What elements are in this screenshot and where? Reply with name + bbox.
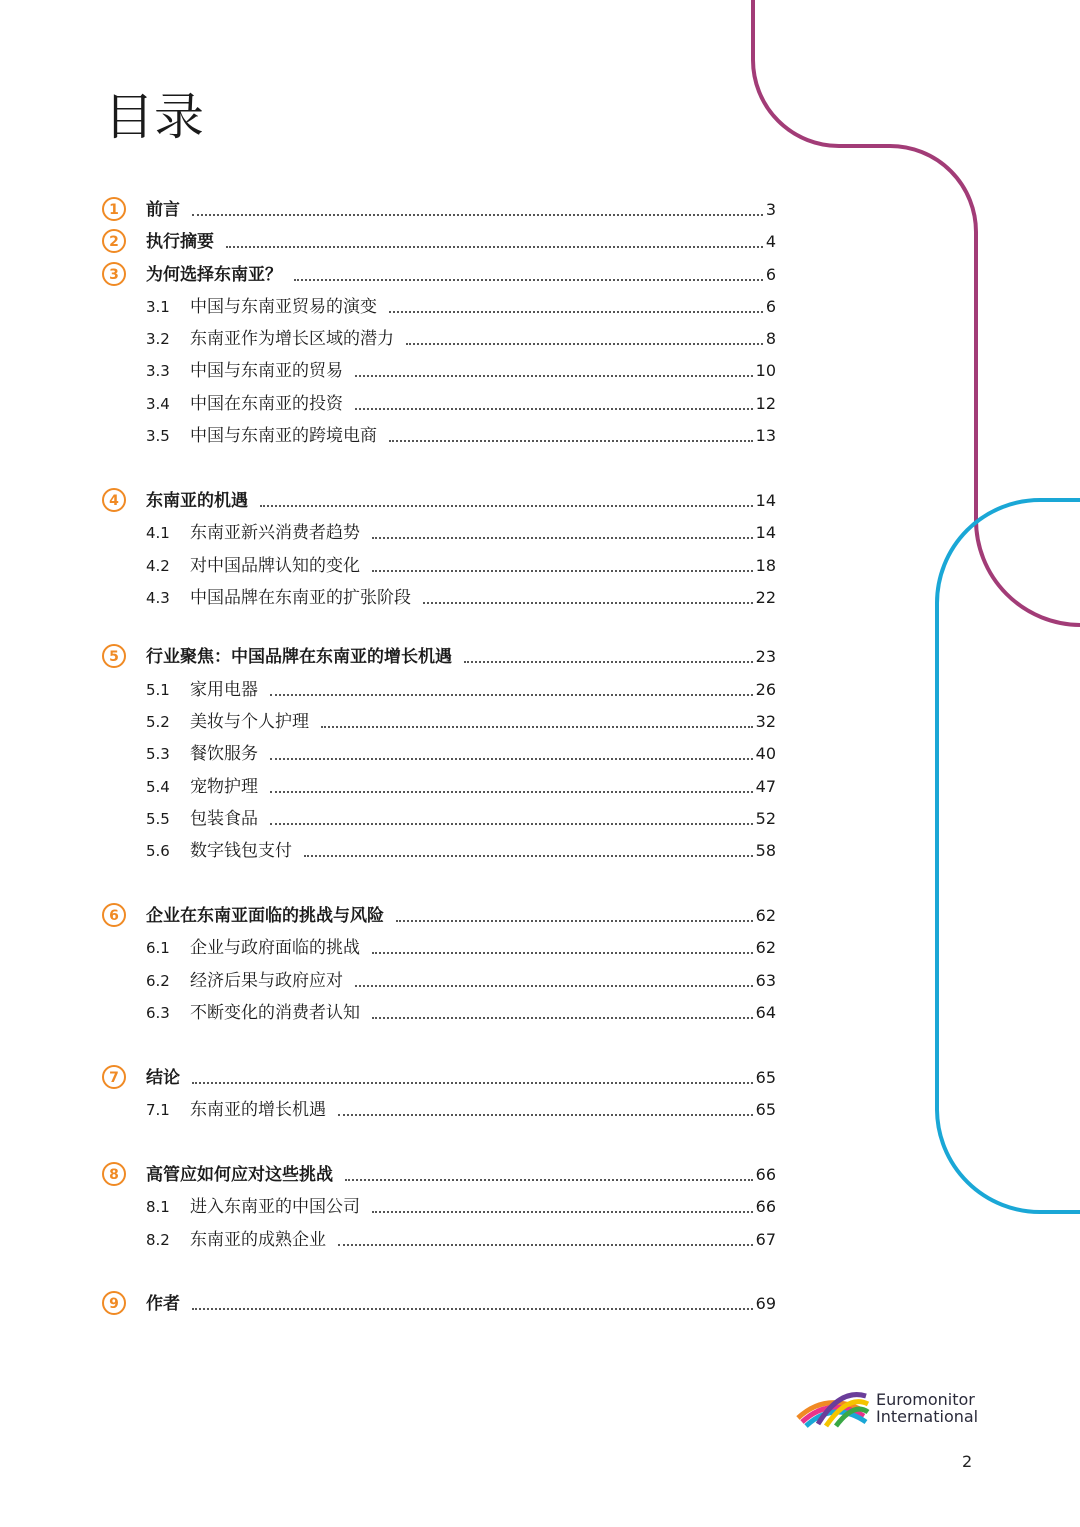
- dot-leader: [355, 375, 753, 377]
- logo-line-2: International: [876, 1407, 979, 1426]
- toc-subsection[interactable]: [146, 839, 776, 863]
- toc-label: 作者: [146, 1294, 180, 1314]
- toc-page-number: 69: [755, 1294, 776, 1313]
- toc-label: 行业聚焦：中国品牌在东南亚的增长机遇: [146, 647, 452, 667]
- toc-label: 不断变化的消费者认知: [190, 1003, 360, 1023]
- toc-page-number: 58: [755, 841, 776, 860]
- toc-section[interactable]: [109, 489, 776, 513]
- toc-page-number: 47: [755, 777, 776, 796]
- dot-leader: [345, 1179, 753, 1181]
- toc-page-number: 10: [755, 361, 776, 380]
- subsection-number: 5.2: [146, 713, 170, 731]
- subsection-number: 3.2: [146, 330, 170, 348]
- toc-subsection[interactable]: [146, 392, 776, 416]
- toc-page-number: 32: [755, 712, 776, 731]
- dot-leader: [355, 985, 753, 987]
- dot-leader: [192, 1308, 753, 1310]
- toc-label: 中国在东南亚的投资: [190, 394, 343, 414]
- toc-label: 前言: [146, 200, 180, 220]
- section-number-badge: 7: [102, 1065, 126, 1089]
- toc-label: 家用电器: [190, 680, 258, 700]
- toc-subsection[interactable]: [146, 807, 776, 831]
- toc-page-number: 4: [765, 232, 776, 251]
- toc-subsection[interactable]: [146, 1001, 776, 1025]
- toc-subsection[interactable]: [146, 1228, 776, 1252]
- dot-leader: [270, 694, 753, 696]
- subsection-number: 6.2: [146, 972, 170, 990]
- subsection-number: 3.5: [146, 427, 170, 445]
- toc-label: 企业与政府面临的挑战: [190, 938, 360, 958]
- subsection-number: 5.6: [146, 842, 170, 860]
- subsection-number: 7.1: [146, 1101, 170, 1119]
- toc-label: 宠物护理: [190, 777, 258, 797]
- toc-subsection[interactable]: [146, 359, 776, 383]
- section-number-badge: 1: [102, 197, 126, 221]
- dot-leader: [423, 602, 753, 604]
- subsection-number: 5.4: [146, 778, 170, 796]
- toc-section[interactable]: [109, 645, 776, 669]
- toc-subsection[interactable]: [146, 742, 776, 766]
- toc-page-number: 67: [755, 1230, 776, 1249]
- toc-label: 数字钱包支付: [190, 841, 292, 861]
- toc-label: 中国与东南亚的跨境电商: [190, 426, 377, 446]
- subsection-number: 5.5: [146, 810, 170, 828]
- toc-section[interactable]: [109, 1163, 776, 1187]
- toc-label: 东南亚新兴消费者趋势: [190, 523, 360, 543]
- toc-section[interactable]: [109, 1066, 776, 1090]
- toc-subsection[interactable]: [146, 775, 776, 799]
- page-number: 2: [962, 1452, 973, 1471]
- logo-line-1: Euromonitor: [876, 1390, 975, 1409]
- toc-label: 进入东南亚的中国公司: [190, 1197, 360, 1217]
- toc-page-number: 12: [755, 394, 776, 413]
- subsection-number: 4.1: [146, 524, 170, 542]
- dot-leader: [406, 343, 763, 345]
- toc-page-number: 22: [755, 588, 776, 607]
- toc-subsection[interactable]: [146, 678, 776, 702]
- toc-page-number: 64: [755, 1003, 776, 1022]
- toc-label: 经济后果与政府应对: [190, 971, 343, 991]
- toc-page-number: 6: [765, 297, 776, 316]
- dot-leader: [396, 920, 753, 922]
- toc-subsection[interactable]: [146, 554, 776, 578]
- toc-page-number: 66: [755, 1165, 776, 1184]
- section-number-badge: 2: [102, 229, 126, 253]
- toc-section[interactable]: [109, 198, 776, 222]
- subsection-number: 3.4: [146, 395, 170, 413]
- section-number-badge: 9: [102, 1291, 126, 1315]
- toc-page-number: 18: [755, 556, 776, 575]
- dot-leader: [192, 214, 763, 216]
- toc-section[interactable]: [109, 1292, 776, 1316]
- dot-leader: [294, 279, 763, 281]
- toc-label: 东南亚的成熟企业: [190, 1230, 326, 1250]
- toc-page-number: 23: [755, 647, 776, 666]
- subsection-number: 8.2: [146, 1231, 170, 1249]
- toc-label: 东南亚的增长机遇: [190, 1100, 326, 1120]
- toc-page-number: 40: [755, 744, 776, 763]
- subsection-number: 3.3: [146, 362, 170, 380]
- dot-leader: [260, 505, 753, 507]
- dot-leader: [226, 246, 763, 248]
- subsection-number: 3.1: [146, 298, 170, 316]
- dot-leader: [270, 758, 753, 760]
- dot-leader: [372, 570, 753, 572]
- toc-label: 东南亚的机遇: [146, 491, 248, 511]
- dot-leader: [338, 1244, 753, 1246]
- toc-page-number: 62: [755, 906, 776, 925]
- dot-leader: [464, 661, 753, 663]
- subsection-number: 4.3: [146, 589, 170, 607]
- toc-label: 对中国品牌认知的变化: [190, 556, 360, 576]
- toc-label: 执行摘要: [146, 232, 214, 252]
- toc-section[interactable]: [109, 904, 776, 928]
- toc-page-number: 66: [755, 1197, 776, 1216]
- toc-subsection[interactable]: [146, 936, 776, 960]
- toc-subsection[interactable]: [146, 424, 776, 448]
- dot-leader: [389, 440, 753, 442]
- toc-label: 包装食品: [190, 809, 258, 829]
- toc-subsection[interactable]: [146, 710, 776, 734]
- toc-page-number: 65: [755, 1100, 776, 1119]
- toc-label: 高管应如何应对这些挑战: [146, 1165, 333, 1185]
- toc-label: 美妆与个人护理: [190, 712, 309, 732]
- section-number-badge: 4: [102, 488, 126, 512]
- section-number-badge: 8: [102, 1162, 126, 1186]
- toc-subsection[interactable]: [146, 969, 776, 993]
- toc-page-number: 8: [765, 329, 776, 348]
- dot-leader: [192, 1082, 753, 1084]
- dot-leader: [389, 311, 763, 313]
- dot-leader: [372, 952, 753, 954]
- toc-page-number: 65: [755, 1068, 776, 1087]
- toc-subsection[interactable]: [146, 1195, 776, 1219]
- toc-subsection[interactable]: [146, 295, 776, 319]
- dot-leader: [372, 537, 753, 539]
- section-number-badge: 5: [102, 644, 126, 668]
- dot-leader: [321, 726, 753, 728]
- toc-page-number: 63: [755, 971, 776, 990]
- dot-leader: [270, 791, 753, 793]
- toc-label: 餐饮服务: [190, 744, 258, 764]
- toc-label: 东南亚作为增长区域的潜力: [190, 329, 394, 349]
- toc-label: 中国与东南亚的贸易: [190, 361, 343, 381]
- subsection-number: 8.1: [146, 1198, 170, 1216]
- toc-page-number: 14: [755, 523, 776, 542]
- toc-page-number: 6: [765, 265, 776, 284]
- toc-subsection[interactable]: [146, 521, 776, 545]
- toc-subsection[interactable]: [146, 1098, 776, 1122]
- subsection-number: 4.2: [146, 557, 170, 575]
- toc-label: 中国品牌在东南亚的扩张阶段: [190, 588, 411, 608]
- toc-label: 结论: [146, 1068, 180, 1088]
- toc-label: 企业在东南亚面临的挑战与风险: [146, 906, 384, 926]
- toc-section[interactable]: [109, 263, 776, 287]
- subsection-number: 6.1: [146, 939, 170, 957]
- logo-wordmark: [876, 1391, 978, 1425]
- toc-label: 中国与东南亚贸易的演变: [190, 297, 377, 317]
- toc-label: 为何选择东南亚？: [146, 265, 282, 285]
- dot-leader: [338, 1114, 753, 1116]
- toc-page-number: 3: [765, 200, 776, 219]
- dot-leader: [304, 855, 753, 857]
- subsection-number: 5.1: [146, 681, 170, 699]
- toc-page-number: 14: [755, 491, 776, 510]
- toc-subsection[interactable]: [146, 586, 776, 610]
- dot-leader: [355, 408, 753, 410]
- dot-leader: [372, 1017, 753, 1019]
- dot-leader: [270, 823, 753, 825]
- toc-subsection[interactable]: [146, 327, 776, 351]
- dot-leader: [372, 1211, 753, 1213]
- subsection-number: 5.3: [146, 745, 170, 763]
- toc-page-number: 52: [755, 809, 776, 828]
- toc-page-number: 62: [755, 938, 776, 957]
- section-number-badge: 3: [102, 262, 126, 286]
- toc-page-number: 13: [755, 426, 776, 445]
- section-number-badge: 6: [102, 903, 126, 927]
- subsection-number: 6.3: [146, 1004, 170, 1022]
- toc-section[interactable]: [109, 230, 776, 254]
- page-title: 目录: [104, 88, 204, 146]
- toc-page-number: 26: [755, 680, 776, 699]
